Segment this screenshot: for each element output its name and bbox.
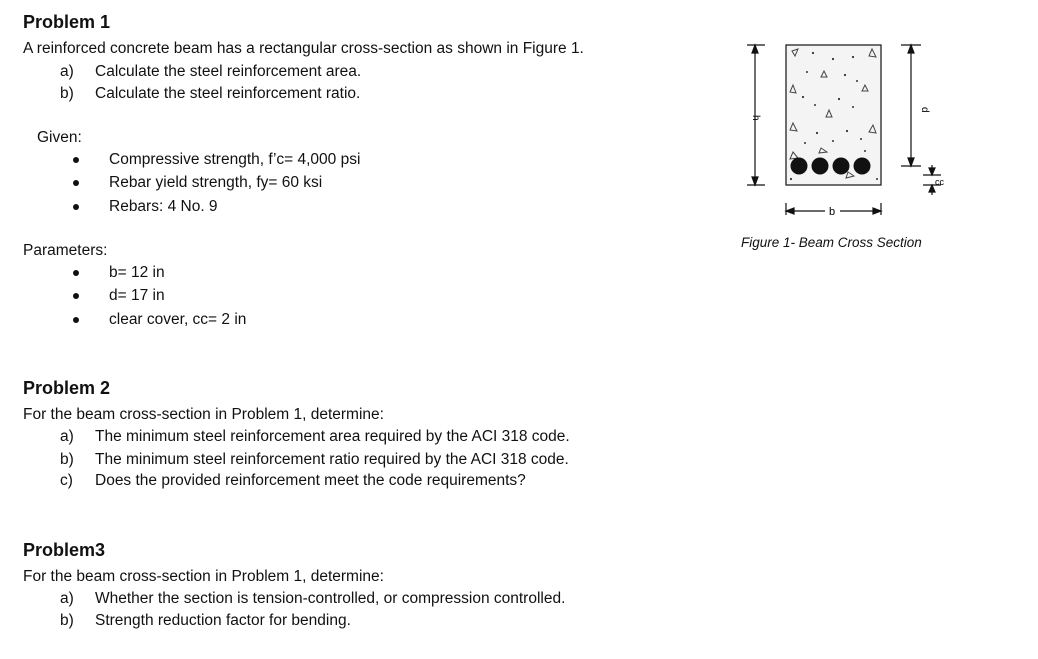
given-rebars: Rebars: 4 No. 9 bbox=[109, 198, 218, 215]
problem-3-item-a-marker: a) bbox=[60, 590, 74, 607]
parameter-d: d= 17 in bbox=[109, 287, 165, 304]
rebar bbox=[791, 158, 808, 175]
rebar bbox=[833, 158, 850, 175]
rebar bbox=[854, 158, 871, 175]
bullet-icon bbox=[73, 270, 79, 276]
problem-3-title: Problem3 bbox=[23, 540, 106, 560]
problem-2-intro: For the beam cross-section in Problem 1, determine: bbox=[23, 406, 384, 423]
bullet-icon bbox=[73, 293, 79, 299]
figure-caption: Figure 1- Beam Cross Section bbox=[741, 235, 922, 250]
h-label: h bbox=[750, 115, 761, 121]
given-yield-strength: Rebar yield strength, fy= 60 ksi bbox=[109, 174, 323, 191]
problem-2-item-c-marker: c) bbox=[60, 472, 73, 489]
problem-2-item-b: The minimum steel reinforcement ratio required by the ACI 318 code. bbox=[95, 451, 569, 468]
problem-2-item-a: The minimum steel reinforcement area required by the ACI 318 code. bbox=[95, 428, 570, 445]
parameter-b: b= 12 in bbox=[109, 264, 165, 281]
parameters-label: Parameters: bbox=[23, 242, 108, 259]
problem-1-item-b: Calculate the steel reinforcement ratio. bbox=[95, 85, 361, 102]
beam-cross-section-figure bbox=[735, 35, 950, 220]
effective-depth-dimension bbox=[901, 45, 921, 166]
problem-2-title: Problem 2 bbox=[23, 378, 111, 398]
rebar bbox=[812, 158, 829, 175]
bullet-icon bbox=[73, 157, 79, 163]
parameter-cc: clear cover, cc= 2 in bbox=[109, 311, 247, 328]
problem-1-item-a: Calculate the steel reinforcement area. bbox=[95, 63, 362, 80]
given-label: Given: bbox=[37, 129, 82, 146]
bullet-icon bbox=[73, 317, 79, 323]
problem-3-item-b-marker: b) bbox=[60, 612, 74, 629]
problem-2-item-a-marker: a) bbox=[60, 428, 74, 445]
b-label: b bbox=[829, 206, 836, 218]
problem-1-item-b-marker: b) bbox=[60, 85, 74, 102]
problem-3-item-b: Strength reduction factor for bending. bbox=[95, 612, 351, 629]
problem-3-intro: For the beam cross-section in Problem 1, determine: bbox=[23, 568, 384, 585]
problem-1-intro: A reinforced concrete beam has a rectangular cross-section as shown in Figure 1. bbox=[23, 40, 584, 57]
problem-2-item-c: Does the provided reinforcement meet the code requirements? bbox=[95, 472, 526, 489]
problem-3-item-a: Whether the section is tension-controlled, or compression controlled. bbox=[95, 590, 566, 607]
cc-label: cc bbox=[935, 177, 944, 187]
problem-2-item-b-marker: b) bbox=[60, 451, 74, 468]
problem-1-item-a-marker: a) bbox=[60, 63, 74, 80]
bullet-icon bbox=[73, 204, 79, 210]
given-compressive-strength: Compressive strength, f’c= 4,000 psi bbox=[109, 151, 361, 168]
problem-1-title: Problem 1 bbox=[23, 12, 111, 32]
bullet-icon bbox=[73, 180, 79, 186]
d-label: d bbox=[919, 107, 930, 113]
